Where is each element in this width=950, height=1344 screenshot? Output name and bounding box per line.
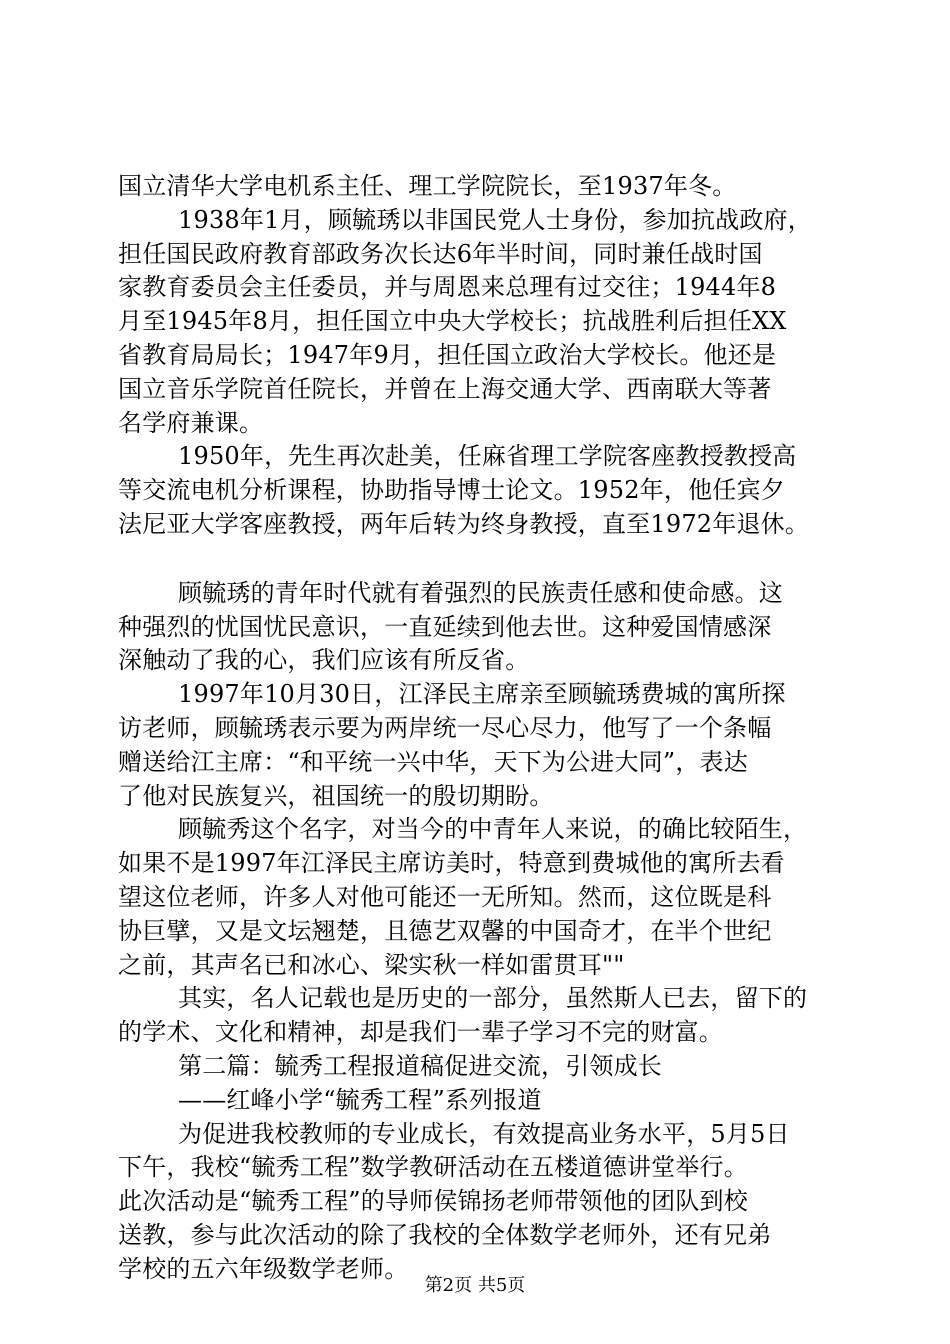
text-line: 顾毓秀这个名字，对当今的中青年人来说，的确比较陌生， [178,815,808,844]
text-line: 国立清华大学电机系主任、理工学院院长，至1937年冬。 [118,172,737,200]
text-line: 等交流电机分析课程，协助指导博士论文。1952年，他任宾夕 [118,476,785,505]
text-line: 的学术、文化和精神，却是我们一辈子学习不完的财富。 [118,1018,723,1047]
text-line: 家教育委员会主任委员，并与周恩来总理有过交往；1944年8 [118,273,777,302]
text-line: 深触动了我的心，我们应该有所反省。 [118,646,530,675]
document-body [118,170,844,1287]
text-line: 1997年10月30日，江泽民主席亲至顾毓琇费城的寓所探 [178,680,786,709]
text-line: 1950年，先生再次赴美，任麻省理工学院客座教授教授高 [178,442,797,471]
paragraph-gap [118,542,844,577]
text-line: 协巨擘，又是文坛翘楚，且德艺双馨的中国奇才，在半个世纪 [118,916,772,945]
text-line: 为促进我校教师的专业成长，有效提高业务水平，5月5日 [178,1119,790,1148]
text-line: 访老师，顾毓琇表示要为两岸统一尽心尽力，他写了一个条幅 [118,713,772,742]
text-line: 学校的五六年级数学老师。 [118,1254,409,1283]
text-line: 下午，我校“毓秀工程”数学教研活动在五楼道德讲堂举行。 [118,1153,748,1182]
text-line: 顾毓琇的青年时代就有着强烈的民族责任感和使命感。这 [178,578,783,607]
text-line: 省教育局局长；1947年9月，担任国立政治大学校长。他还是 [118,340,777,369]
text-line: 担任国民政府教育部政务次长达6年半时间，同时兼任战时国 [118,239,763,268]
text-line: 1938年1月，顾毓琇以非国民党人士身份，参加抗战政府， [178,205,812,234]
text-line: 国立音乐学院首任院长，并曾在上海交通大学、西南联大等著 [118,374,772,403]
text-line: 法尼亚大学客座教授，两年后转为终身教授，直至1972年退休。 [118,509,810,538]
text-line: 送教，参与此次活动的除了我校的全体数学老师外，还有兄弟 [118,1220,772,1249]
text-line: 如果不是1997年江泽民主席访美时，特意到费城他的寓所去看 [118,849,785,878]
text-line: 其实，名人记载也是历史的一部分，虽然斯人已去，留下的 [178,984,808,1013]
text-line: 种强烈的忧国忧民意识，一直延续到他去世。这种爱国情感深 [118,612,772,641]
text-line: 之前，其声名已和冰心、梁实秋一样如雷贯耳"" [118,950,625,979]
text-line: 名学府兼课。 [118,408,264,437]
section-subheading: ——红峰小学“毓秀工程”系列报道 [178,1085,542,1114]
section-heading: 第二篇：毓秀工程报道稿促进交流，引领成长 [178,1051,662,1080]
text-line: 赠送给江主席：“和平统一兴中华，天下为公进大同”，表达 [118,747,748,776]
page-number-footer: 第2页 共5页 [424,1275,526,1296]
text-line: 了他对民族复兴，祖国统一的殷切期盼。 [118,781,554,810]
text-line: 月至1945年8月，担任国立中央大学校长；抗战胜利后担任XX [118,307,787,336]
text-line: 此次活动是“毓秀工程”的导师侯锦扬老师带领他的团队到校 [118,1187,748,1216]
text-line: 望这位老师，许多人对他可能还一无所知。然而，这位既是科 [118,882,772,911]
